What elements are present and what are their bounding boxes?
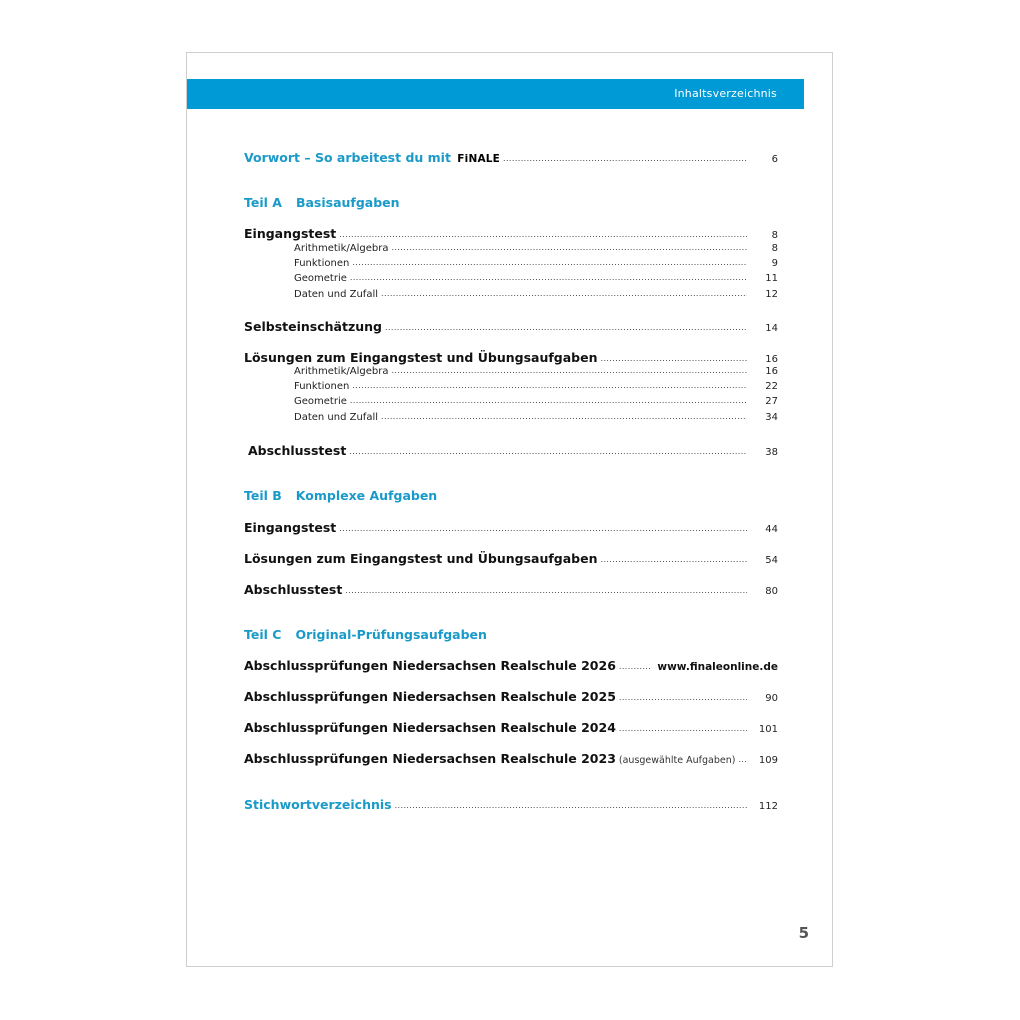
toc-entry-pruefung-2026[interactable] [244,658,778,673]
toc-leader-dots [619,724,747,733]
toc-page: 27 [765,396,778,407]
toc-leader-dots [349,447,747,456]
toc-page: 6 [771,154,778,165]
toc-leader-dots [381,412,747,421]
toc-label: Abschlussprüfungen Niedersachsen Realschule 2025 [244,689,616,704]
toc-subentry[interactable] [244,273,778,284]
toc-label: Abschlussprüfungen Niedersachsen Realschule 2024 [244,720,616,735]
toc-leader-dots [350,273,747,282]
toc-page: 34 [765,412,778,423]
toc-label: Eingangstest [244,226,337,241]
toc-subentry[interactable] [244,366,778,377]
section-heading-teil-b: Teil B Komplexe Aufgaben [244,488,438,503]
toc-leader-dots [601,354,748,363]
toc-leader-dots [385,323,747,332]
toc-label: Geometrie [294,273,347,284]
toc-page: 16 [765,366,778,377]
toc-label: Funktionen [294,381,350,392]
toc-leader-dots [391,243,747,252]
toc-subentry[interactable] [244,412,778,423]
toc-page: 16 [765,354,778,365]
toc-leader-dots [619,662,653,671]
toc-entry-pruefung-2023[interactable] [244,751,778,766]
header-title: Inhaltsverzeichnis [674,87,777,100]
toc-leader-dots [738,755,747,764]
toc-page: 22 [765,381,778,392]
toc-label: Abschlusstest [248,443,347,458]
toc-label: Daten und Zufall [294,289,379,300]
toc-entry-vorwort[interactable] [244,150,778,165]
toc-page: 101 [758,724,778,735]
toc-entry-eingangstest-a[interactable] [244,226,778,241]
toc-entry-pruefung-2025[interactable] [244,689,778,704]
toc-page: 80 [765,586,778,597]
toc-page: 14 [765,323,778,334]
toc-leader-dots [352,258,747,267]
toc-entry-abschlusstest-b[interactable] [244,582,778,597]
finale-logo: FiNALE [457,153,501,165]
toc-page: 9 [771,258,778,269]
toc-entry-abschlusstest-a[interactable] [244,443,778,458]
toc-entry-eingangstest-b[interactable] [244,520,778,535]
toc-page: 109 [758,755,778,766]
toc-label: Lösungen zum Eingangstest und Übungsaufgaben [244,551,598,566]
toc-page: 12 [765,289,778,300]
toc-leader-dots [503,154,747,163]
toc-leader-dots [352,381,747,390]
toc-leader-dots [395,801,747,810]
toc-label: Abschlussprüfungen Niedersachsen Realschule 2026 [244,658,616,673]
document-page [186,52,833,967]
toc-page: 112 [758,801,778,812]
toc-leader-dots [619,693,747,702]
toc-entry-stichwortverzeichnis[interactable] [244,797,778,812]
toc-label: Vorwort – So arbeitest du mit FiNALE [244,150,501,165]
toc-subentry[interactable] [244,243,778,254]
toc-leader-dots [339,524,747,533]
toc-page: 8 [771,243,778,254]
toc-page: 44 [765,524,778,535]
toc-label: Lösungen zum Eingangstest und Übungsaufgaben [244,350,598,365]
toc-leader-dots [381,289,747,298]
toc-label: Funktionen [294,258,350,269]
toc-entry-loesungen-a[interactable] [244,350,778,365]
toc-label: Selbsteinschätzung [244,319,382,334]
toc-page: 11 [765,273,778,284]
toc-page: 90 [765,693,778,704]
toc-label: Geometrie [294,396,347,407]
toc-subentry[interactable] [244,289,778,300]
toc-page: 54 [765,555,778,566]
section-heading-teil-c: Teil C Original-Prüfungsaufgaben [244,627,487,642]
toc-subentry[interactable] [244,396,778,407]
toc-label: Arithmetik/Algebra [294,366,389,377]
toc-subentry[interactable] [244,381,778,392]
toc-label: Eingangstest [244,520,337,535]
toc-label: Abschlussprüfungen Niedersachsen Realschule 2023 (ausgewählte Aufgaben) [244,751,736,766]
toc-label: Arithmetik/Algebra [294,243,389,254]
section-heading-teil-a: Teil A Basisaufgaben [244,195,400,210]
toc-entry-selbsteinschaetzung[interactable] [244,319,778,334]
toc-leader-dots [345,586,747,595]
toc-page: 38 [765,447,778,458]
toc-entry-pruefung-2024[interactable] [244,720,778,735]
toc-note: (ausgewählte Aufgaben) [618,755,736,766]
toc-entry-loesungen-b[interactable] [244,551,778,566]
toc-leader-dots [391,366,747,375]
toc-label: Stichwortverzeichnis [244,797,392,812]
toc-label: Abschlusstest [244,582,343,597]
toc-label: Daten und Zufall [294,412,379,423]
toc-leader-dots [339,230,747,239]
header-bar [187,79,804,109]
toc-web-link[interactable]: www.finaleonline.de [657,661,778,673]
toc-leader-dots [350,396,747,405]
toc-leader-dots [601,555,748,564]
toc-page: 8 [771,230,778,241]
toc-subentry[interactable] [244,258,778,269]
page-number: 5 [798,924,809,942]
